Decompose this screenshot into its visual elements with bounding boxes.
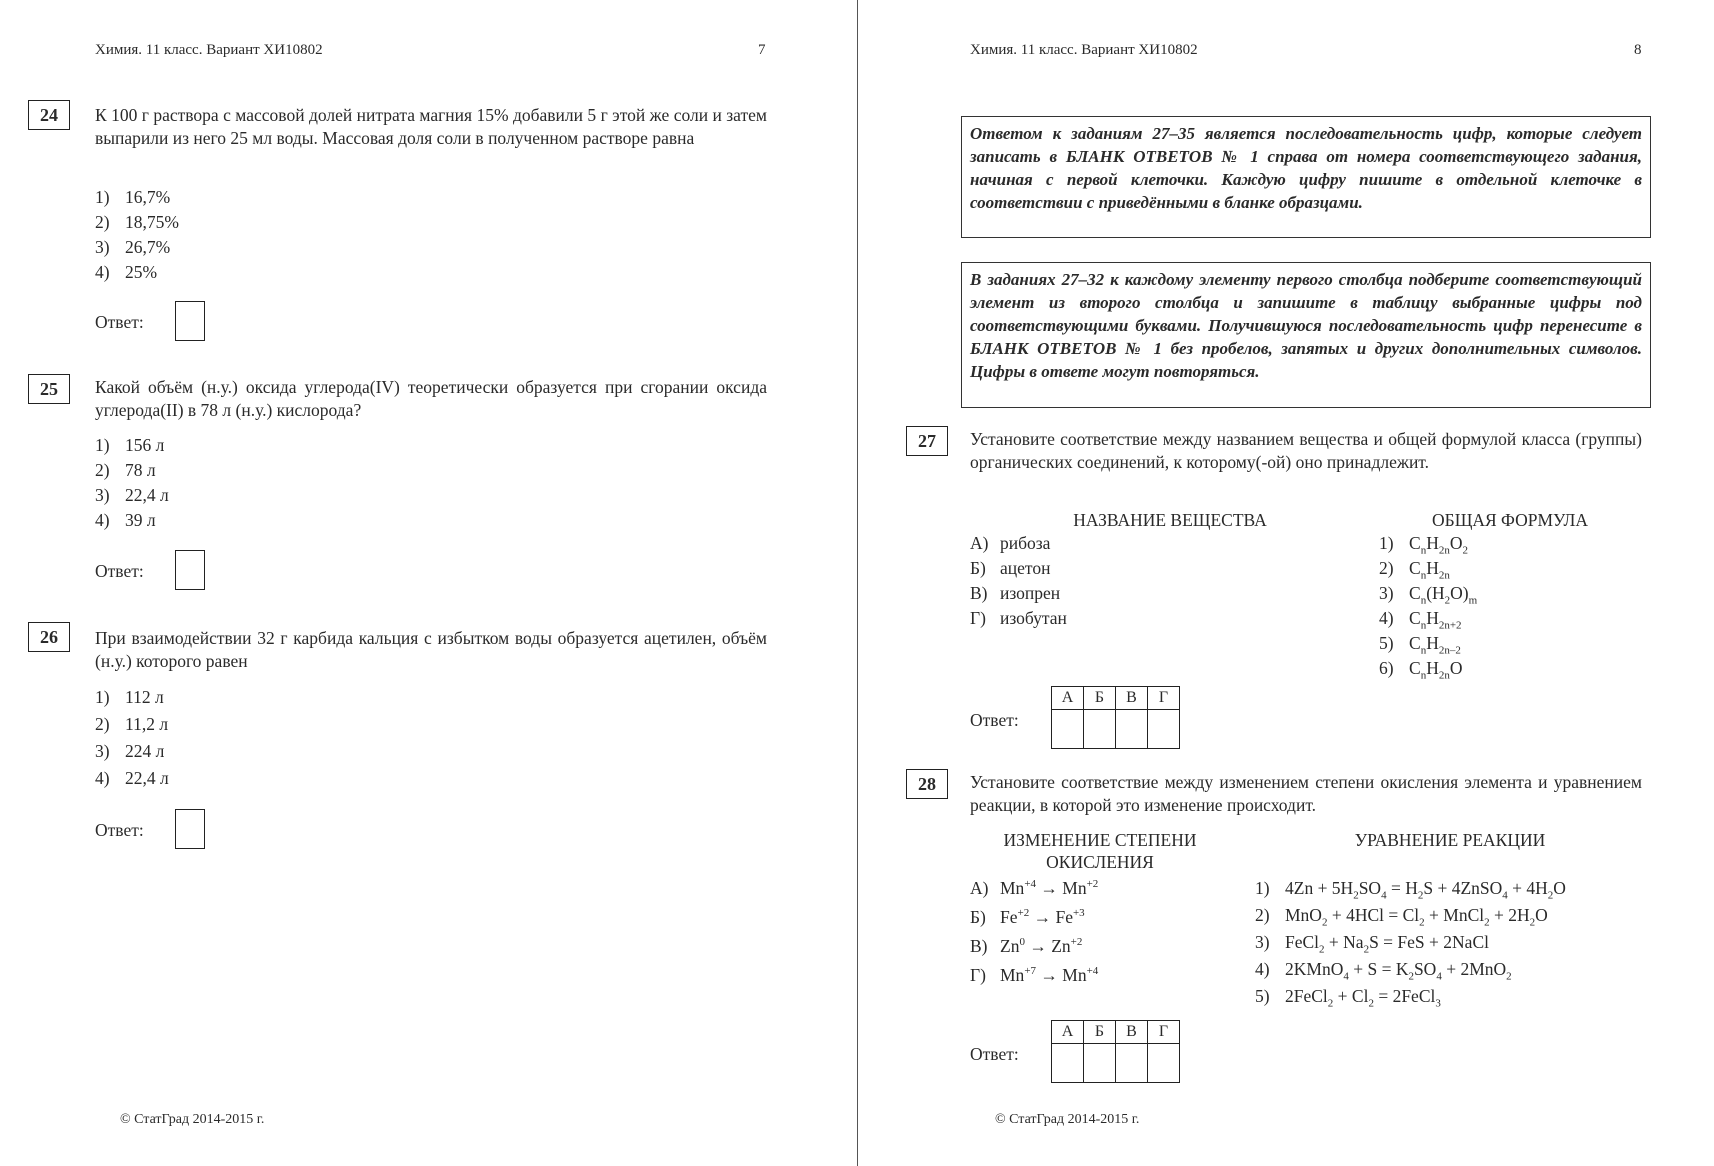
task-28-question: Установите соответствие между изменением степени окисления элемента и уравнением реакции, в которой это изменение происходит. <box>970 772 1642 815</box>
task-28-equation: 5) 2FeCl$_2$ + $Cl_2$ = 2FeCl$_3$ <box>1255 986 1441 1010</box>
task-26-answer-box[interactable] <box>175 809 205 849</box>
task-27-substance: Б) ацетон <box>970 558 1051 578</box>
task-27-answer-label: Ответ: <box>970 710 1019 730</box>
grid-letter: А <box>1052 687 1084 710</box>
task-number-27: 27 <box>906 426 948 456</box>
grid-letter: Б <box>1084 687 1116 710</box>
task-26-option: 1) 112 л <box>95 687 164 707</box>
answer-cell[interactable] <box>1052 1044 1084 1083</box>
answer-cell[interactable] <box>1116 710 1148 749</box>
col-head-line: ИЗМЕНЕНИЕ СТЕПЕНИ <box>1003 830 1197 850</box>
task-27-formula: 6) $C_nH_{2n}O$ <box>1379 658 1463 682</box>
left-page-number: 7 <box>758 42 766 58</box>
task-26-option: 2) 11,2 л <box>95 714 169 734</box>
task-28-equation: 2) $MnO_2 + 4HCl = Cl_2$ + MnCl$_2$ + $2H_2O$ <box>1255 905 1548 929</box>
right-page-footer: © СтатГрад 2014-2015 г. <box>995 1112 1140 1127</box>
answer-cell[interactable] <box>1148 710 1180 749</box>
task-25-option: 3) 22,4 л <box>95 485 169 505</box>
answer-cell[interactable] <box>1116 1044 1148 1083</box>
task-26-answer-label: Ответ: <box>95 820 144 840</box>
grid-letter: Г <box>1148 1021 1180 1044</box>
task-27-column-head-names: НАЗВАНИЕ ВЕЩЕСТВА <box>1073 510 1267 530</box>
task-28-column-head-equation: УРАВНЕНИЕ РЕАКЦИИ <box>1354 830 1546 850</box>
task-24-question: К 100 г раствора с массовой долей нитрата магния 15% добавили 5 г этой же соли и затем выпарили из него 25 мл воды. Массовая доля соли в полученном растворе равна <box>95 105 767 148</box>
task-27-formula: 1) $C_nH_{2n}O_2$ <box>1379 533 1468 557</box>
task-27-question: Установите соответствие между названием вещества и общей формулой класса (группы) органических соединений, к которому(-ой) оно принадлежит. <box>970 429 1642 472</box>
grid-letter: Б <box>1084 1021 1116 1044</box>
task-28-equation: 3) FeCl$_2$ + $Na_2S$ = FeS + 2NaCl <box>1255 932 1489 956</box>
task-27-formula: 4) $C_nH_{2n+2}$ <box>1379 608 1462 632</box>
task-28-column-head-oxidation <box>985 829 1215 873</box>
task-25-answer-label: Ответ: <box>95 561 144 581</box>
task-27-formula: 2) $C_nH_{2n}$ <box>1379 558 1450 582</box>
grid-letter: В <box>1116 687 1148 710</box>
task-number-26: 26 <box>28 622 70 652</box>
task-number-24: 24 <box>28 100 70 130</box>
answer-cell[interactable] <box>1084 710 1116 749</box>
task-27-answer-grid <box>1051 686 1180 749</box>
task-24-option: 4) 25% <box>95 262 158 282</box>
task-24-option: 3) 26,7% <box>95 237 171 257</box>
task-26-question: При взаимодействии 32 г карбида кальция с избытком воды образуется ацетилен, объём (н.у.) которого равен <box>95 628 767 671</box>
task-25-option: 4) 39 л <box>95 510 156 530</box>
task-24-answer-box[interactable] <box>175 301 205 341</box>
col-head-line: ОКИСЛЕНИЯ <box>1046 852 1154 872</box>
left-page-header: Химия. 11 класс. Вариант ХИ10802 <box>95 42 323 58</box>
task-27-substance: Г) изобутан <box>970 608 1067 628</box>
task-25-option: 1) 156 л <box>95 435 165 455</box>
task-28-oxidation-change: А) $Mn^{+4} \to Mn^{+2}$ <box>970 878 1099 898</box>
task-28-oxidation-change: Г) $Mn^{+7} \to Mn^{+4}$ <box>970 965 1099 985</box>
right-page-header: Химия. 11 класс. Вариант ХИ10802 <box>970 42 1198 58</box>
grid-letter: В <box>1116 1021 1148 1044</box>
task-27-formula: 5) $C_nH_{2n-2}$ <box>1379 633 1461 657</box>
task-24-option: 2) 18,75% <box>95 212 179 232</box>
task-28-answer-label: Ответ: <box>970 1044 1019 1064</box>
answer-cell[interactable] <box>1084 1044 1116 1083</box>
task-26-option: 4) 22,4 л <box>95 768 169 788</box>
answer-cell[interactable] <box>1052 710 1084 749</box>
task-27-column-head-formulas: ОБЩАЯ ФОРМУЛА <box>1432 510 1588 530</box>
task-25-question: Какой объём (н.у.) оксида углерода(IV) теоретически образуется при сгорании оксида углерода(II) в 78 л (н.у.) кислорода? <box>95 377 767 420</box>
task-28-oxidation-change: Б) $Fe^{+2} \to Fe^{+3}$ <box>970 907 1085 927</box>
task-27-substance: В) изопрен <box>970 583 1061 603</box>
task-28-answer-grid <box>1051 1020 1180 1083</box>
task-24-option: 1) 16,7% <box>95 187 171 207</box>
grid-letter: Г <box>1148 687 1180 710</box>
task-25-option: 2) 78 л <box>95 460 156 480</box>
right-page-number: 8 <box>1634 42 1642 58</box>
task-24-answer-label: Ответ: <box>95 312 144 332</box>
answer-cell[interactable] <box>1148 1044 1180 1083</box>
task-27-substance: А) рибоза <box>970 533 1051 553</box>
instruction-notice-2: В заданиях 27–32 к каждому элементу первого столбца подберите соответствующий элемент из второго столбца и запишите в таблицу выбранные цифры под соответствующими буквами. Получившуюся последовательность цифр перенесите в БЛАНК ОТВЕТОВ № 1 без пробелов, запятых и других дополнительных символов. Цифры в ответе могут повторяться. <box>961 262 1651 408</box>
page-divider <box>857 0 858 1166</box>
task-28-oxidation-change: В) $Zn^0 \to Zn^{+2}$ <box>970 936 1083 956</box>
grid-letter: А <box>1052 1021 1084 1044</box>
task-number-28: 28 <box>906 769 948 799</box>
task-number-25: 25 <box>28 374 70 404</box>
task-25-answer-box[interactable] <box>175 550 205 590</box>
left-page-footer: © СтатГрад 2014-2015 г. <box>120 1112 265 1127</box>
task-26-option: 3) 224 л <box>95 741 165 761</box>
task-28-equation: 1) $4Zn + 5H_2SO_4 = H_2S$ + 4ZnSO$_4$ + $4H_2O$ <box>1255 878 1566 902</box>
task-27-formula: 3) $C_n(H_2O)_m$ <box>1379 583 1478 607</box>
task-28-equation: 4) 2KMnO$_4$ + $S = K_2SO_4 + 2MnO_2$ <box>1255 959 1512 983</box>
instruction-notice-1: Ответом к заданиям 27–35 является последовательность цифр, которые следует записать в БЛАНК ОТВЕТОВ № 1 справа от номера соответствующего задания, начиная с первой клеточки. Каждую цифру пишите в отдельной клеточке в соответствии с приведёнными в бланке образцами. <box>961 116 1651 238</box>
